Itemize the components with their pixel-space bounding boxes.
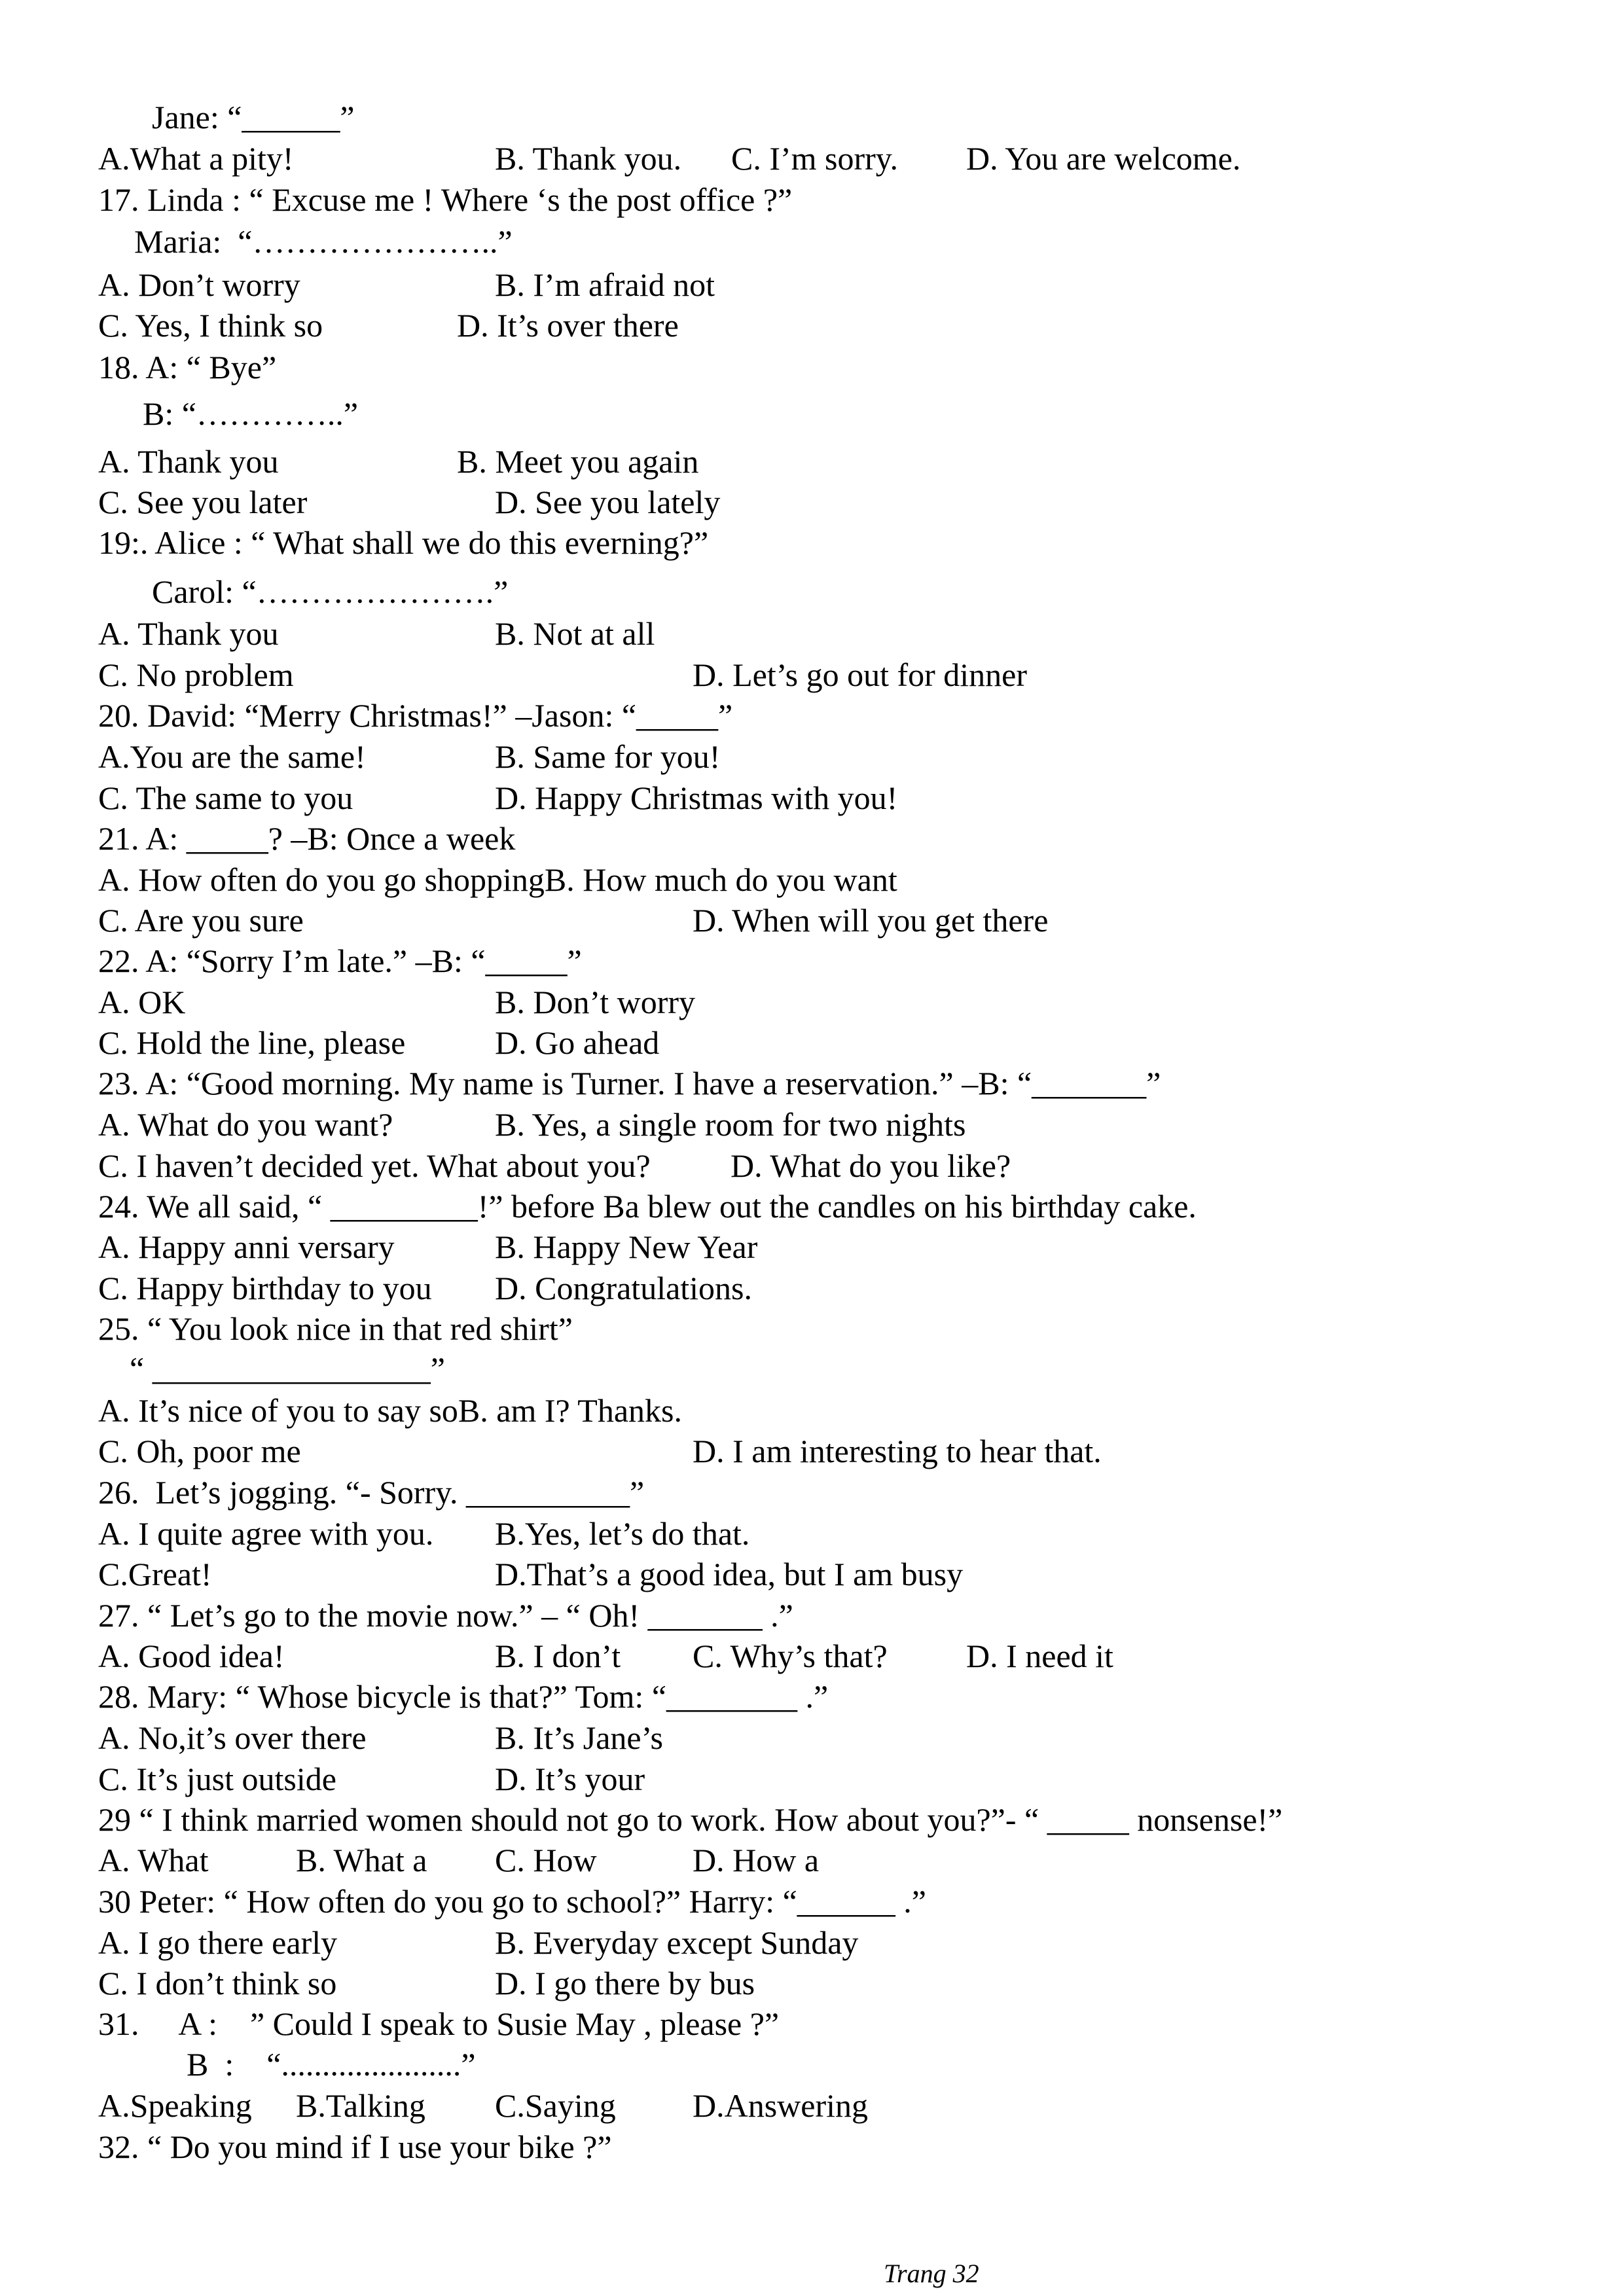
- question-26: 26. Let’s jogging. “- Sorry. __________”: [98, 1474, 645, 1511]
- question-25: 25. “ You look nice in that red shirt”: [98, 1310, 573, 1347]
- option-d: D. It’s over there: [457, 307, 679, 344]
- question-31: 31. A : ” Could I speak to Susie May , please ?”: [98, 2005, 780, 2042]
- option-b: B. Happy New Year: [495, 1229, 758, 1265]
- dialogue-line: “ _________________”: [130, 1350, 445, 1387]
- option-b: B. Thank you.: [495, 140, 682, 177]
- question-19: 19:. Alice : “ What shall we do this everning?”: [98, 524, 709, 561]
- option-d: D. How a: [693, 1842, 820, 1878]
- question-27: 27. “ Let’s go to the movie now.” – “ Oh! _______ .”: [98, 1597, 793, 1634]
- dialogue-line: B: “…………..”: [143, 395, 359, 432]
- option-d: D. When will you get there: [693, 902, 1049, 939]
- option-c: C. Hold the line, please: [98, 1024, 406, 1061]
- option-a-b: A. It’s nice of you to say soB. am I? Thanks.: [98, 1392, 682, 1429]
- option-c: C. No problem: [98, 656, 294, 693]
- question-28: 28. Mary: “ Whose bicycle is that?” Tom: “________ .”: [98, 1678, 829, 1715]
- option-a: A. I go there early: [98, 1924, 338, 1961]
- dialogue-line: Maria: “…………………..”: [134, 223, 513, 260]
- option-d: D. Happy Christmas with you!: [495, 780, 898, 816]
- option-d: D. I am interesting to hear that.: [693, 1433, 1102, 1469]
- option-b: B. Meet you again: [457, 443, 699, 480]
- question-18: 18. A: “ Bye”: [98, 349, 277, 386]
- option-a: A. What do you want?: [98, 1106, 393, 1143]
- option-c: C. I haven’t decided yet. What about you?: [98, 1147, 651, 1184]
- option-d: D. What do you like?: [731, 1147, 1011, 1184]
- option-b: B. Yes, a single room for two nights: [495, 1106, 966, 1143]
- option-c: C. Why’s that?: [693, 1638, 888, 1674]
- option-d: D. I go there by bus: [495, 1965, 755, 2001]
- option-c: C. Yes, I think so: [98, 307, 323, 344]
- page-number: Trang 32: [884, 2259, 979, 2288]
- dialogue-line: Carol: “………………….”: [152, 573, 509, 610]
- option-c: C.Great!: [98, 1556, 212, 1592]
- option-a: A.You are the same!: [98, 738, 366, 775]
- option-b: B. What a: [296, 1842, 427, 1878]
- question-32: 32. “ Do you mind if I use your bike ?”: [98, 2128, 612, 2165]
- option-c: C. I don’t think so: [98, 1965, 337, 2001]
- option-a: A. Good idea!: [98, 1638, 285, 1674]
- option-a: A. What: [98, 1842, 209, 1878]
- option-b: B. Same for you!: [495, 738, 721, 775]
- question-21: 21. A: _____? –B: Once a week: [98, 820, 516, 857]
- option-c: C. Are you sure: [98, 902, 304, 939]
- option-d: D. Let’s go out for dinner: [693, 656, 1028, 693]
- dialogue-line: B : “......................”: [187, 2046, 476, 2083]
- option-d: D.Answering: [693, 2087, 869, 2124]
- option-a: A. I quite agree with you.: [98, 1515, 434, 1552]
- option-a-b: A. How often do you go shoppingB. How much do you want: [98, 861, 897, 898]
- option-d: D. I need it: [966, 1638, 1113, 1674]
- question-22: 22. A: “Sorry I’m late.” –B: “_____”: [98, 942, 582, 979]
- question-20: 20. David: “Merry Christmas!” –Jason: “_____”: [98, 697, 733, 734]
- option-b: B. It’s Jane’s: [495, 1719, 663, 1756]
- option-b: B. I’m afraid not: [495, 266, 715, 303]
- option-d: D. See you lately: [495, 484, 721, 520]
- option-d: D. Congratulations.: [495, 1270, 753, 1306]
- option-b: B. Not at all: [495, 615, 655, 652]
- question-23: 23. A: “Good morning. My name is Turner. I have a reservation.” –B: “_______”: [98, 1065, 1161, 1102]
- question-17: 17. Linda : “ Excuse me ! Where ‘s the post office ?”: [98, 181, 793, 218]
- option-d: D. Go ahead: [495, 1024, 660, 1061]
- option-a: A. OK: [98, 984, 186, 1020]
- option-c: C.Saying: [495, 2087, 616, 2124]
- option-a: A. No,it’s over there: [98, 1719, 367, 1756]
- option-c: C. How: [495, 1842, 597, 1878]
- option-d: D. It’s your: [495, 1761, 645, 1797]
- option-a: A. Happy anni versary: [98, 1229, 395, 1265]
- dialogue-line: Jane: “______”: [152, 99, 355, 135]
- option-b: B. Don’t worry: [495, 984, 696, 1020]
- option-c: C. I’m sorry.: [731, 140, 899, 177]
- option-b: B.Talking: [296, 2087, 425, 2124]
- option-a: A.What a pity!: [98, 140, 294, 177]
- question-30: 30 Peter: “ How often do you go to school?” Harry: “______ .”: [98, 1883, 926, 1920]
- option-b: B. Everyday except Sunday: [495, 1924, 859, 1961]
- option-c: C. See you later: [98, 484, 308, 520]
- option-a: A. Don’t worry: [98, 266, 300, 303]
- option-b: B.Yes, let’s do that.: [495, 1515, 750, 1552]
- option-c: C. It’s just outside: [98, 1761, 336, 1797]
- option-b: B. I don’t: [495, 1638, 621, 1674]
- option-c: C. Happy birthday to you: [98, 1270, 432, 1306]
- option-a: A. Thank you: [98, 615, 279, 652]
- option-a: A.Speaking: [98, 2087, 252, 2124]
- option-a: A. Thank you: [98, 443, 279, 480]
- option-d: D. You are welcome.: [966, 140, 1241, 177]
- option-d: D.That’s a good idea, but I am busy: [495, 1556, 964, 1592]
- option-c: C. Oh, poor me: [98, 1433, 301, 1469]
- option-c: C. The same to you: [98, 780, 353, 816]
- question-24: 24. We all said, “ _________!” before Ba blew out the candles on his birthday cake.: [98, 1188, 1197, 1225]
- question-29: 29 “ I think married women should not go to work. How about you?”- “ _____ nonsense!”: [98, 1801, 1283, 1838]
